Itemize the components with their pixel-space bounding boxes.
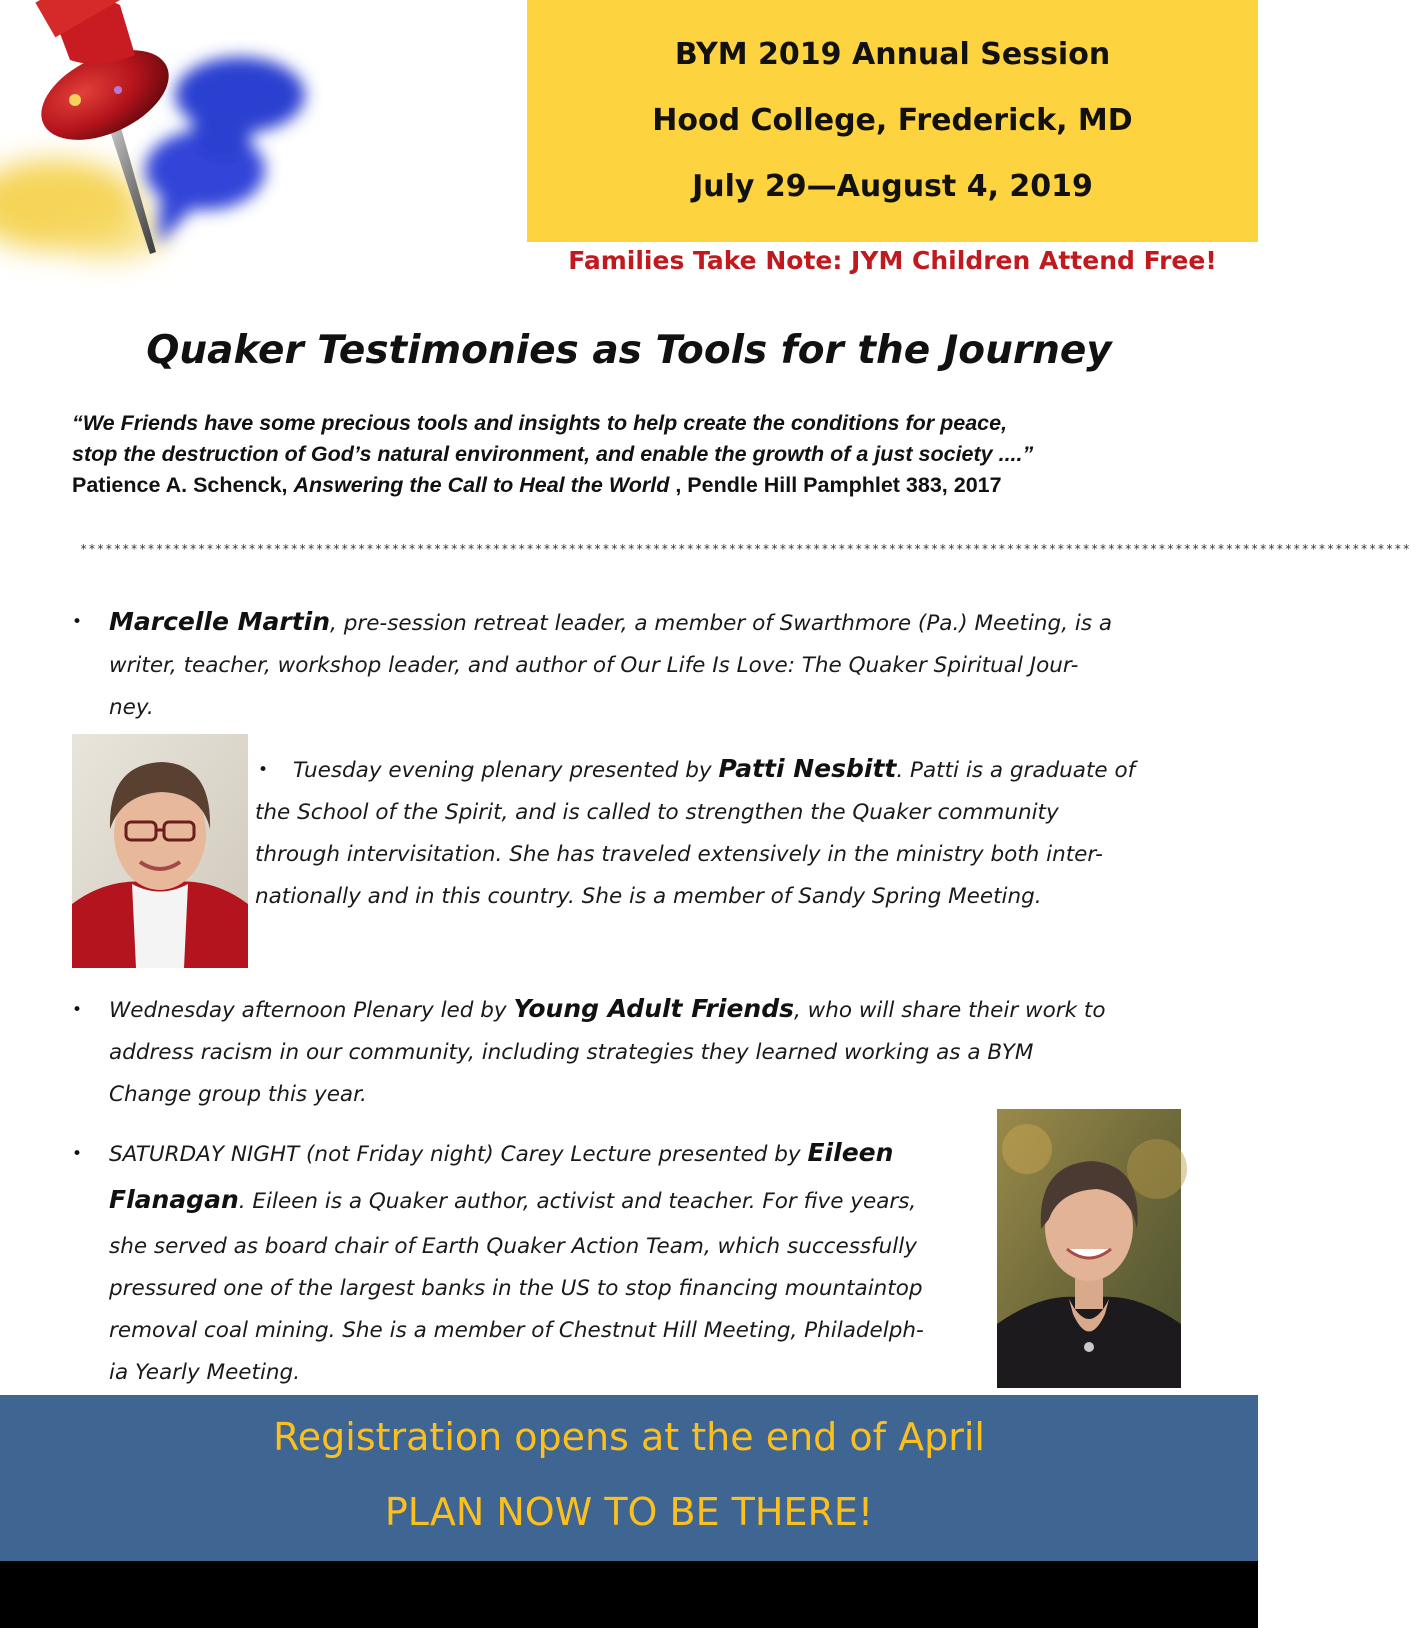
event-dates: July 29—August 4, 2019 [692, 169, 1093, 204]
registration-notice: Registration opens at the end of April [273, 1415, 985, 1459]
quote-block [72, 408, 1202, 501]
speaker-text: Wednesday afternoon Plenary led by [109, 998, 514, 1023]
bullet-marker: • [72, 612, 83, 632]
speaker-text: through intervisitation. She has traveled extensively in the ministry both inter- [255, 842, 1103, 867]
speaker-text: she served as board chair of Earth Quaker Action Team, which successfully [109, 1234, 917, 1259]
event-title: BYM 2019 Annual Session [674, 37, 1111, 72]
speaker-name: Eileen [807, 1138, 894, 1167]
quote-line-1: “We Friends have some precious tools and insights to help create the conditions for peace, [72, 411, 1008, 435]
speaker-name: Flanagan [109, 1185, 239, 1214]
bullet-marker: • [72, 1144, 83, 1164]
quote-line-2: stop the destruction of God’s natural environment, and enable the growth of a just society ....” [72, 442, 1034, 466]
asterisk-divider: ************************************************************************************************************************************************************** [80, 542, 1411, 556]
bullet-marker: • [72, 1000, 83, 1020]
pushpin-illustration [0, 0, 430, 300]
speaker-item-patti-nesbitt [255, 748, 1215, 918]
speaker-text: , who will share their work to [793, 998, 1106, 1023]
speaker-text: Tuesday evening plenary presented by [293, 758, 719, 783]
bottom-black-bar [0, 1561, 1258, 1628]
bullet-marker: • [258, 760, 269, 780]
speaker-name: Patti Nesbitt [718, 754, 897, 783]
plan-now-callout: PLAN NOW TO BE THERE! [384, 1490, 874, 1534]
quote-author: Patience A. Schenck, [72, 473, 294, 497]
speaker-item-young-adult-friends [109, 988, 1189, 1116]
speaker-text: , pre-session retreat leader, a member of Swarthmore (Pa.) Meeting, is a [330, 611, 1113, 636]
speaker-text: ney. [109, 695, 154, 720]
speaker-text: Change group this year. [109, 1082, 367, 1107]
speaker-text: writer, teacher, workshop leader, and author of Our Life Is Love: The Quaker Spiritual Jour- [109, 653, 1079, 678]
patti-nesbitt-photo [72, 734, 248, 968]
families-note: Families Take Note: JYM Children Attend Free! [568, 246, 1217, 275]
speaker-text: nationally and in this country. She is a member of Sandy Spring Meeting. [255, 884, 1042, 909]
event-location: Hood College, Frederick, MD [652, 103, 1133, 138]
speaker-name: Marcelle Martin [109, 607, 331, 636]
speaker-name: Young Adult Friends [513, 994, 794, 1023]
speaker-item-eileen-flanagan [109, 1132, 989, 1394]
quote-book-title: Answering the Call to Heal the World [293, 473, 670, 497]
speaker-text: ia Yearly Meeting. [109, 1360, 301, 1385]
speaker-text: the School of the Spirit, and is called to strengthen the Quaker community [255, 800, 1059, 825]
quote-citation [72, 470, 1202, 501]
speaker-item-marcelle-martin [109, 601, 1189, 729]
speaker-text: removal coal mining. She is a member of Chestnut Hill Meeting, Philadelph- [109, 1318, 924, 1343]
speaker-text: SATURDAY NIGHT (not Friday night) Carey Lecture presented by [109, 1142, 808, 1167]
eileen-flanagan-photo [997, 1109, 1181, 1388]
event-info-box [527, 0, 1258, 242]
speaker-text: pressured one of the largest banks in the US to stop financing mountaintop [109, 1276, 923, 1301]
page-title: Quaker Testimonies as Tools for the Journey [146, 328, 1112, 373]
speaker-text: . Patti is a graduate of [896, 758, 1136, 783]
speaker-text: . Eileen is a Quaker author, activist and teacher. For five years, [238, 1189, 917, 1214]
speaker-text: address racism in our community, including strategies they learned working as a BYM [109, 1040, 1034, 1065]
quote-source: , Pendle Hill Pamphlet 383, 2017 [669, 473, 1002, 497]
footer-banner [0, 1395, 1258, 1561]
